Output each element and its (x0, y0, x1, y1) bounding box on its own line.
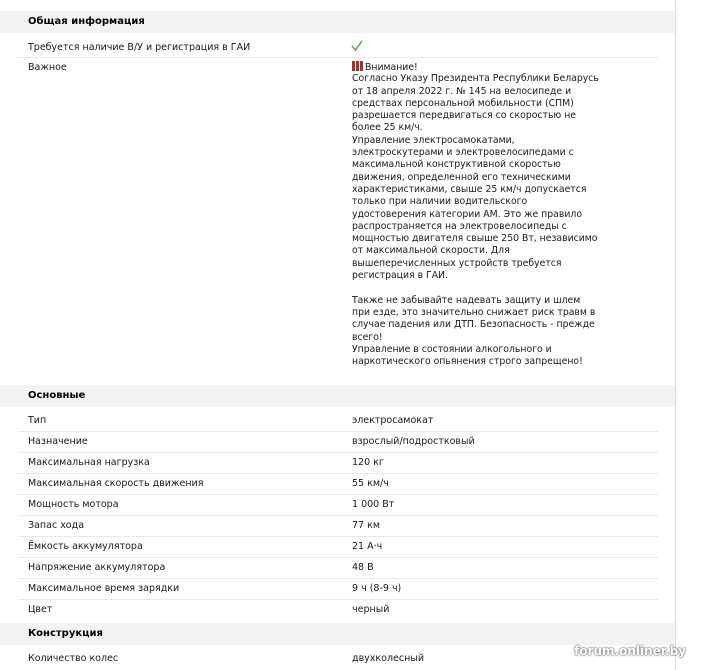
spec-value: 9 ч (8-9 ч) (352, 583, 402, 594)
spec-value: электросамокат (352, 415, 434, 426)
spec-value: 1 000 Вт (352, 499, 395, 510)
notice-line (352, 172, 614, 184)
spec-value: 55 км/ч (352, 478, 389, 489)
notice-text: более 25 км/ч. (352, 122, 423, 134)
spec-value: взрослый/подростковый (352, 436, 475, 447)
row-divider (18, 599, 658, 600)
row-divider (18, 557, 658, 558)
row-divider (18, 536, 658, 537)
notice-line (352, 295, 614, 307)
important-notice (352, 61, 614, 368)
spec-label: Ёмкость аккумулятора (28, 541, 143, 552)
notice-text: характеристиками, свыше 25 км/ч допускается (352, 183, 587, 195)
notice-line (352, 61, 614, 73)
notice-text: распространяется на электровелосипеды с (352, 220, 567, 232)
spec-label: Тип (28, 415, 47, 426)
notice-text: случае падения или ДТП. Безопасность - прежде (352, 319, 595, 331)
notice-line (352, 86, 614, 98)
spec-value: черный (352, 604, 390, 615)
notice-line (352, 307, 614, 319)
spec-label: Цвет (28, 604, 53, 615)
notice-line (352, 319, 614, 331)
notice-line (352, 356, 614, 368)
spec-label: Максимальная скорость движения (28, 478, 204, 489)
row-divider (18, 473, 658, 474)
notice-text: Также не забывайте надевать защиту и шлем (352, 294, 581, 306)
spec-label: Максимальная нагрузка (28, 457, 150, 468)
forum-watermark: forum.onliner.by (574, 644, 686, 658)
spec-value: 48 В (352, 562, 374, 573)
notice-text: Внимание! (365, 62, 418, 73)
notice-text: наркотического опьянения строго запрещено! (352, 356, 583, 368)
section-header-main: Основные (0, 385, 675, 407)
checkmark-icon (351, 40, 363, 54)
notice-line (352, 258, 614, 270)
notice-text: вышеперечисленных устройств требуется (352, 257, 562, 269)
section-header-construction: Конструкция (0, 623, 675, 645)
notice-text: мощностью двигателя свыше 250 Вт, независимо (352, 233, 598, 245)
notice-text: всего! (352, 331, 383, 343)
notice-blank-line (352, 282, 614, 294)
notice-line (352, 73, 614, 85)
notice-line (352, 233, 614, 245)
notice-line (352, 135, 614, 147)
notice-line (352, 159, 614, 171)
notice-text: движения, определенной его техническими (352, 171, 571, 183)
notice-text: Управление электросамокатами, (352, 134, 515, 146)
spec-label: Напряжение аккумулятора (28, 562, 166, 573)
notice-text: при езде, это значительно снижает риск травм в (352, 306, 596, 318)
spec-value: 21 А·ч (352, 541, 383, 552)
spec-value: 77 км (352, 520, 381, 531)
notice-text: средствах персональной мобильности (СПМ) (352, 97, 574, 109)
notice-text: Управление в состоянии алкогольного и (352, 343, 552, 355)
spec-value: 120 кг (352, 457, 384, 468)
notice-text: электроскутерами и электровелосипедами с (352, 147, 574, 159)
row-divider (18, 452, 658, 453)
notice-line (352, 332, 614, 344)
notice-line (352, 245, 614, 257)
spec-label: Количество колес (28, 653, 119, 664)
spec-label: Максимальное время зарядки (28, 583, 180, 594)
spec-label: Мощность мотора (28, 499, 119, 510)
notice-line (352, 98, 614, 110)
notice-line (352, 184, 614, 196)
spec-value: двухколесный (352, 653, 424, 664)
row-divider (18, 494, 658, 495)
row-divider (18, 431, 658, 432)
row-divider (18, 57, 658, 58)
spec-label: Запас хода (28, 520, 85, 531)
notice-line (352, 147, 614, 159)
notice-line (352, 344, 614, 356)
notice-text: от максимальной скорости. Для (352, 245, 510, 257)
notice-line (352, 122, 614, 134)
notice-text: удостоверения категории АМ. Это же правило (352, 208, 583, 220)
row-divider (18, 515, 658, 516)
spec-label: Требуется наличие В/У и регистрация в ГАИ (28, 42, 251, 53)
notice-line (352, 221, 614, 233)
spec-label: Важное (28, 62, 67, 73)
spec-label: Назначение (28, 436, 88, 447)
notice-line (352, 110, 614, 122)
notice-text: от 18 апреля 2022 г. № 145 на велосипеде и (352, 85, 572, 97)
section-header-general: Общая информация (0, 11, 675, 33)
notice-line (352, 209, 614, 221)
notice-text: регистрация в ГАИ. (352, 270, 448, 282)
notice-line (352, 270, 614, 282)
notice-text: разрешается передвигаться со скоростью не (352, 110, 577, 122)
row-divider (18, 578, 658, 579)
notice-line (352, 196, 614, 208)
notice-text: максимальной конструктивной скоростью (352, 159, 561, 171)
notice-text: только при наличии водительского (352, 196, 528, 208)
notice-text: Согласно Указу Президента Республики Беларусь (352, 73, 599, 85)
